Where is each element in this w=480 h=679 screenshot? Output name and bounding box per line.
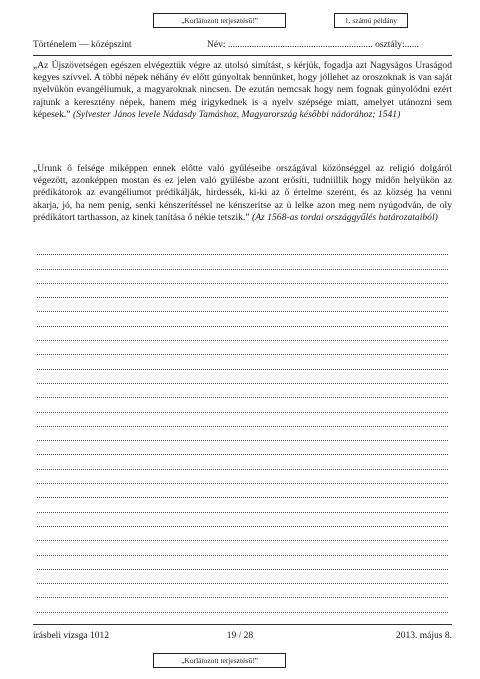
- answer-line[interactable]: [37, 374, 448, 388]
- footer-divider: [33, 624, 452, 625]
- quote-1-source: (Sylvester János levele Nádasdy Tamáshoz, Magyarország későbbi nádorához; 1541): [72, 108, 401, 120]
- exam-code: írásbeli vizsga 1012: [33, 631, 109, 641]
- answer-line[interactable]: [37, 388, 448, 402]
- answer-line[interactable]: [37, 474, 448, 488]
- answer-line[interactable]: [37, 331, 448, 345]
- restricted-distribution-box: „Korlátozott terjesztésű!”: [153, 13, 286, 28]
- source-quote-2: [33, 163, 452, 224]
- name-class-field[interactable]: Név: ............................................................. osztály:......: [207, 40, 419, 50]
- answer-line[interactable]: [37, 402, 448, 416]
- answer-line[interactable]: [37, 359, 448, 373]
- page-number: 19 / 28: [226, 631, 254, 641]
- quote-2-text: „Urunk ő felsége miképpen ennek előtte való gyűléseibe országával közönséggel az religió dolgáról végezött, azonképpen mostan és ez jelen való gyűlésbe azont erősíti, tudniillik hogy midőn helyükön az prédikátorok az evangéliumot prédikálják, hirdessék, ki-ki az ő értelme szerént, és az község ha venni akarja, jó, ha nem penig, senki kénszerítéssel ne kénszerítse az ü lelke azon meg nem nyúgodván, de oly prédikátort tarthasson, az kinek tanítása ő nékie tetszik.”: [33, 163, 452, 223]
- answer-line[interactable]: [37, 345, 448, 359]
- answer-line[interactable]: [37, 417, 448, 431]
- answer-line[interactable]: [37, 245, 448, 259]
- answer-line[interactable]: [37, 517, 448, 531]
- quote-2-source: (Az 1568-as tordai országgyűlés határozataiból): [252, 211, 438, 223]
- answer-line[interactable]: [37, 574, 448, 588]
- subject-label: Történelem — középszint: [33, 40, 132, 50]
- answer-line[interactable]: [37, 545, 448, 559]
- restricted-distribution-box-footer: „Korlátozott terjesztésű!”: [153, 653, 286, 668]
- answer-line[interactable]: [37, 445, 448, 459]
- answer-line[interactable]: [37, 560, 448, 574]
- answer-line[interactable]: [37, 588, 448, 602]
- answer-area[interactable]: [37, 245, 448, 617]
- source-quote-1: [33, 60, 452, 121]
- answer-line[interactable]: [37, 531, 448, 545]
- answer-line[interactable]: [37, 302, 448, 316]
- copy-number-box: 1. számú példány: [334, 13, 408, 28]
- answer-line[interactable]: [37, 316, 448, 330]
- answer-line[interactable]: [37, 259, 448, 273]
- answer-line[interactable]: [37, 431, 448, 445]
- answer-line[interactable]: [37, 602, 448, 616]
- answer-line[interactable]: [37, 488, 448, 502]
- exam-date: 2013. május 8.: [396, 631, 452, 641]
- answer-line[interactable]: [37, 288, 448, 302]
- answer-line[interactable]: [37, 502, 448, 516]
- quote-1-text: „Az Újszövetségen egészen elvégeztük végre az utolsó simítást, s kérjük, fogadja azt Nagyságos Uraságod kegyes szívvel. A többi népek néhány év előtt gúnyoltak bennünket, hogy jóllehet az oroszoknak is van saját nyelvükön evangéliumuk, a magyaroknak nincsen. De ezután nemcsak hogy nem fognak gúnyolódni ezért rajtunk a keresztény népek, hanem még irigykednek is a nyelv szépsége miatt, amelyet utánozni sem képesek.”: [33, 60, 452, 120]
- answer-line[interactable]: [37, 459, 448, 473]
- header-divider: [33, 55, 452, 56]
- answer-line[interactable]: [37, 274, 448, 288]
